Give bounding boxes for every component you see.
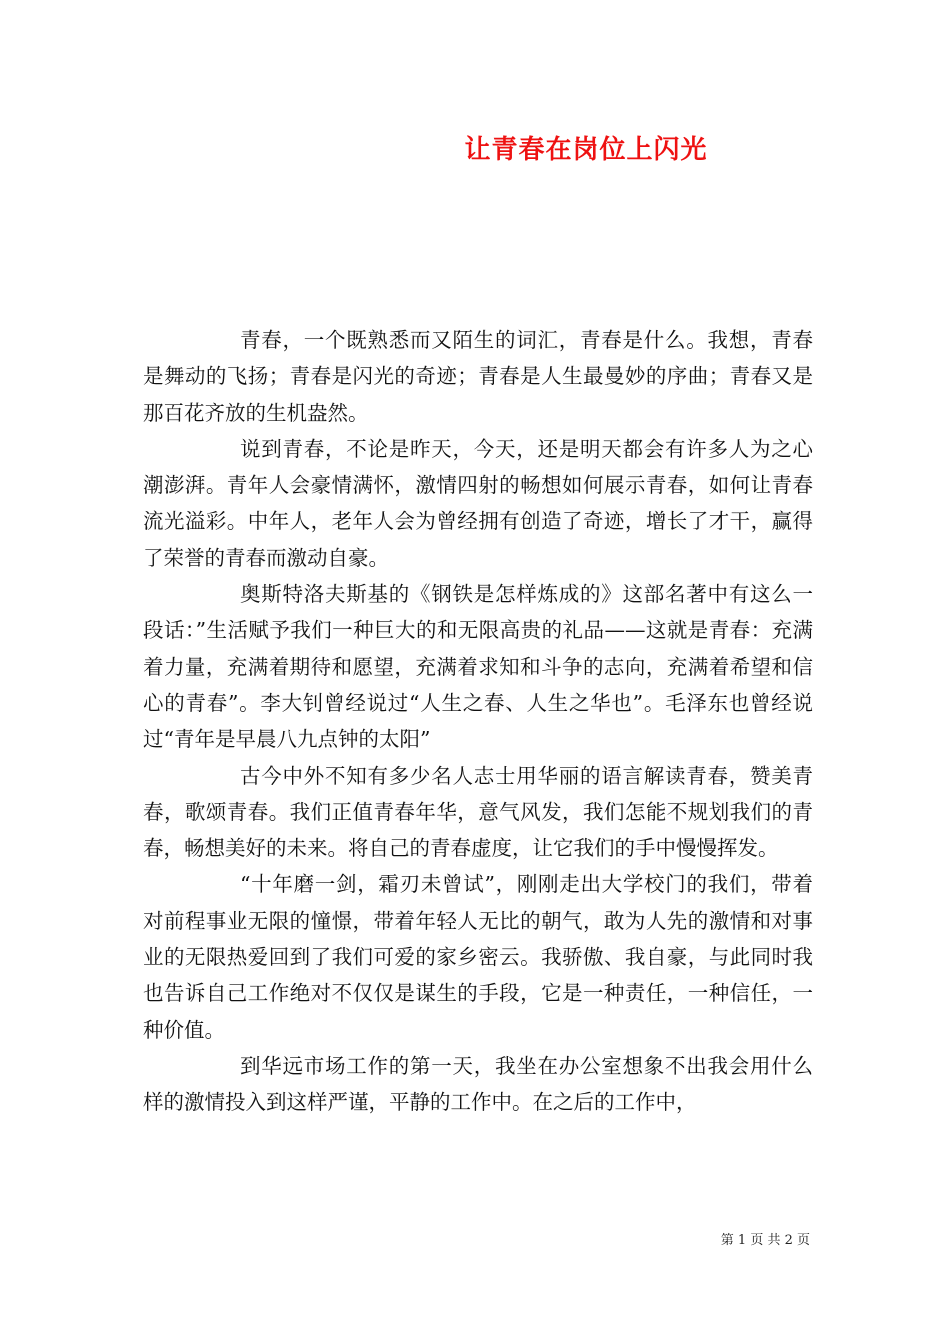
paragraph: 到华远市场工作的第一天，我坐在办公室想象不出我会用什么样的激情投入到这样严谨，平静的工作中。在之后的工作中， [143,1053,813,1115]
paragraph: 说到青春，不论是昨天，今天，还是明天都会有许多人为之心潮澎湃。青年人会豪情满怀，激情四射的畅想如何展示青春，如何让青春流光溢彩。中年人，老年人会为曾经拥有创造了奇迹，增长了才干，赢得了荣誉的青春而激动自豪。 [143,436,813,570]
paragraph: 奥斯特洛夫斯基的《钢铁是怎样炼成的》这部名著中有这么一段话：”生活赋予我们一种巨大的和无限高贵的礼品——这就是青春：充满着力量，充满着期待和愿望，充满着求知和斗争的志向，充满着希望和信心的青春”。李大钊曾经说过“人生之春、人生之华也”。毛泽东也曾经说过“青年是早晨八九点钟的太阳” [143,582,813,752]
document-body [143,322,813,1121]
paragraph: 古今中外不知有多少名人志士用华丽的语言解读青春，赞美青春，歌颂青春。我们正值青春年华，意气风发，我们怎能不规划我们的青春，畅想美好的未来。将自己的青春虚度，让它我们的手中慢慢挥发。 [143,763,813,861]
paragraph: “十年磨一剑，霜刃未曾试”，刚刚走出大学校门的我们，带着对前程事业无限的憧憬，带着年轻人无比的朝气，敢为人先的激情和对事业的无限热爱回到了我们可爱的家乡密云。我骄傲、我自豪，与此同时我也告诉自己工作绝对不仅仅是谋生的手段，它是一种责任，一种信任，一种价值。 [143,872,813,1042]
document-title: 让青春在岗位上闪光 [464,135,708,165]
paragraph: 青春，一个既熟悉而又陌生的词汇，青春是什么。我想，青春是舞动的飞扬；青春是闪光的奇迹；青春是人生最曼妙的序曲；青春又是那百花齐放的生机盎然。 [143,328,813,425]
page-number-footer: 第 1 页 共 2 页 [720,1233,810,1248]
